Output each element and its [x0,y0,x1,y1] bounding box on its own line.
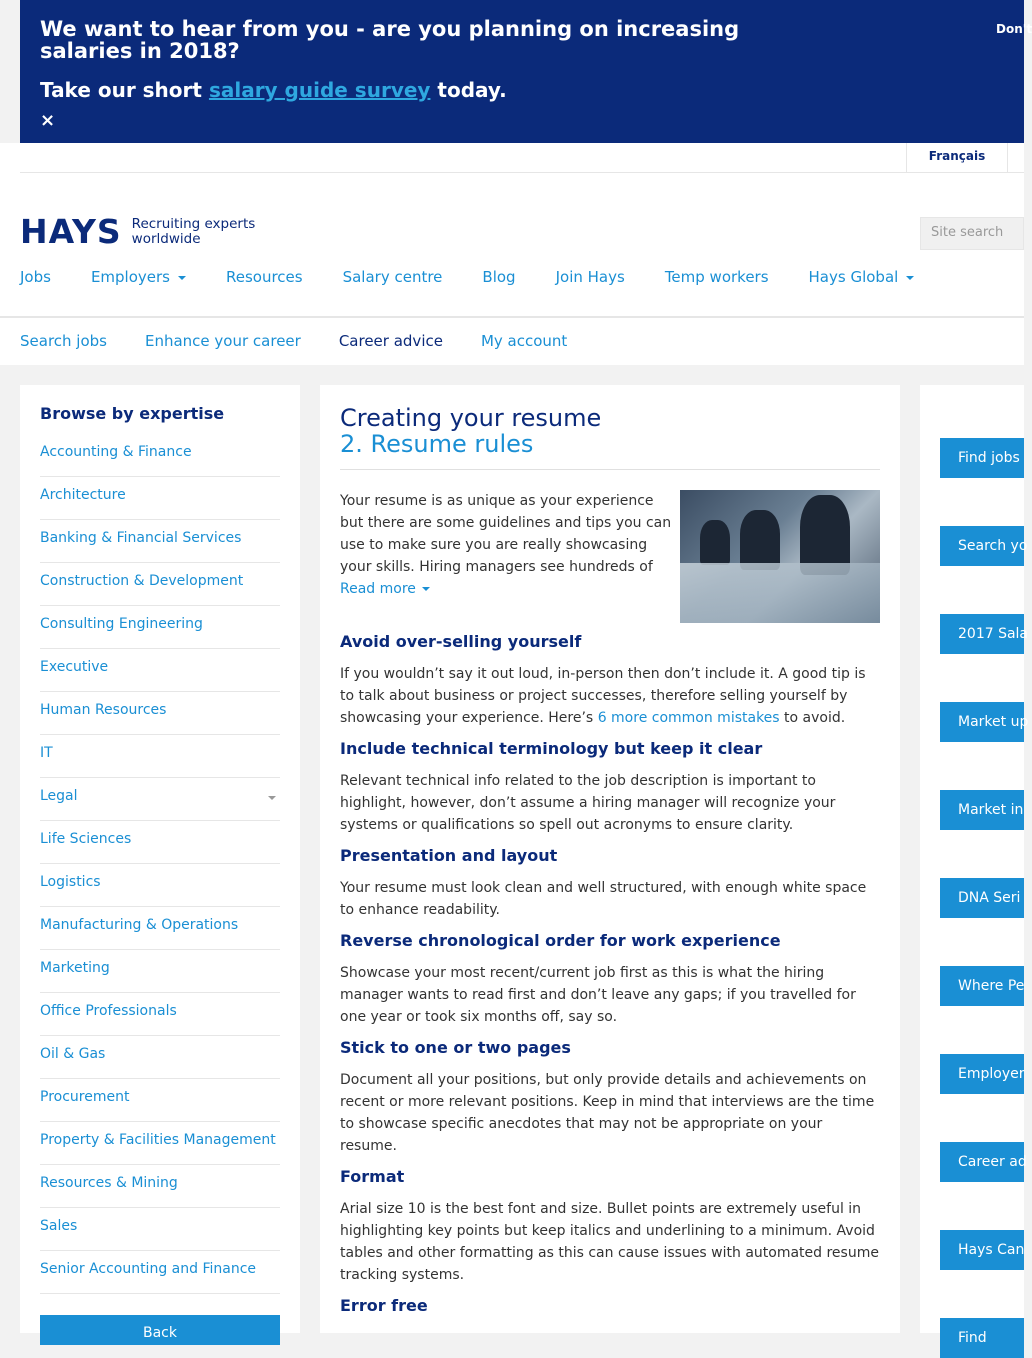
salary-survey-link[interactable]: salary guide survey [208,78,431,102]
article-sections [340,632,880,1316]
sidebar-item[interactable]: IT [40,735,280,778]
expertise-sidebar [20,385,300,1341]
sidebar-item-label: Legal [40,788,78,804]
right-link-button[interactable]: Employer [940,1054,1024,1094]
sidebar-item[interactable]: Property & Facilities Management [40,1122,280,1165]
section-body [340,1198,880,1286]
article-intro [340,490,880,622]
nav-temp-workers[interactable]: Temp workers [664,268,769,286]
section-heading: Include technical terminology but keep it clear [340,739,763,758]
common-mistakes-link[interactable]: 6 more common mistakes [597,710,780,726]
banner-dont-link[interactable]: Don't [996,22,1032,36]
article [320,385,900,1333]
hays-logo[interactable] [20,212,256,251]
intro-text [340,490,680,600]
sidebar-item[interactable]: Banking & Financial Services [40,520,280,563]
subnav-enhance-career[interactable]: Enhance your career [144,332,301,350]
title-divider [340,469,880,470]
photo-figure [740,510,780,570]
logo-tagline [132,217,256,247]
right-links [920,385,1029,1346]
banner-cta-text: Take our short [40,78,209,102]
section-body [340,877,880,921]
section-heading: Presentation and layout [340,846,558,865]
section-text: If you wouldn’t say it out loud, in-person then don’t include it. A good tip is to talk about business or project successes, therefore selling yourself by showcasing your experience. Here’s [340,666,866,726]
section-heading: Error free [340,1296,428,1315]
section-text: Document all your positions, but only provide details and achievements on recent or more relevant positions. Keep in mind that interviews are the time to showcase specific anecdotes that may not be appropriate on your resume. [340,1072,875,1154]
sidebar-item[interactable]: Procurement [40,1079,280,1122]
sidebar-item[interactable]: Office Professionals [40,993,280,1036]
sidebar-item[interactable]: Resources & Mining [40,1165,280,1208]
nav-join-hays[interactable]: Join Hays [555,268,625,286]
survey-banner [20,0,1032,143]
section-text: Relevant technical info related to the job description is important to highlight, however, don’t assume a hiring manager will recognize your systems or qualifications so spell out acronyms to ensure clarity. [340,773,836,833]
read-more-label: Read more [340,581,416,597]
right-link-button[interactable]: Search yo [940,526,1024,566]
page-title: Creating your resume [340,404,602,432]
section-heading: Format [340,1167,405,1186]
right-link-button[interactable]: Find jobs [940,438,1024,478]
photo-table [680,563,880,623]
section-text-end: to avoid. [779,710,846,726]
main-nav [20,268,954,286]
sidebar-item[interactable]: Manufacturing & Operations [40,907,280,950]
right-link-button[interactable]: Where Pe [940,966,1024,1006]
nav-employers[interactable] [91,268,186,286]
sidebar-item[interactable]: Marketing [40,950,280,993]
section-body [340,1069,880,1157]
sidebar-item[interactable]: Oil & Gas [40,1036,280,1079]
chevron-down-icon [178,276,186,280]
banner-cta-text-end: today. [430,78,507,102]
logo-tagline-2: worldwide [131,231,201,247]
nav-blog[interactable]: Blog [482,268,516,286]
nav-resources[interactable]: Resources [225,268,303,286]
subnav-career-advice[interactable]: Career advice [338,332,443,350]
utility-divider [20,172,1024,173]
logo-mark: HAYS [20,212,122,251]
sidebar-item[interactable]: Sales [40,1208,280,1251]
nav-salary-centre[interactable]: Salary centre [342,268,443,286]
sidebar-item[interactable]: Life Sciences [40,821,280,864]
sidebar-item[interactable]: Logistics [40,864,280,907]
sidebar-item[interactable]: Senior Accounting and Finance [40,1251,280,1294]
intro-paragraph: Your resume is as unique as your experience but there are some guidelines and tips you can use to make sure you are really showcasing your skills. Hiring managers see hundreds of [340,493,672,575]
chevron-down-icon[interactable] [268,796,276,800]
page-subtitle: 2. Resume rules [340,430,534,458]
banner-question: We want to hear from you - are you planning on increasing salaries in 2018? [40,17,740,63]
photo-figure [700,520,730,565]
read-more-link[interactable] [340,578,680,600]
right-link-button[interactable]: Market in [940,790,1024,830]
section-heading: Reverse chronological order for work experience [340,931,781,950]
right-link-button[interactable]: 2017 Sala [940,614,1024,654]
right-link-button[interactable]: Market up [940,702,1024,742]
sidebar-item[interactable]: Executive [40,649,280,692]
section-body [340,962,880,1028]
nav-employers-label: Employers [90,268,170,286]
subnav-search-jobs[interactable]: Search jobs [20,332,107,350]
sidebar-item[interactable]: Construction & Development [40,563,280,606]
sub-nav [20,332,605,350]
banner-cta [40,78,507,102]
sidebar-item[interactable]: Human Resources [40,692,280,735]
nav-hays-global[interactable] [809,268,915,286]
sidebar-item[interactable]: Architecture [40,477,280,520]
back-button[interactable]: Back [40,1315,280,1345]
section-text: Showcase your most recent/current job first as this is what the hiring manager wants to read first and don’t leave any gaps; if you travelled for one year or took six months off, say so. [340,965,856,1025]
section-text: Your resume must look clean and well structured, with enough white space to enhance readability. [340,880,867,918]
sidebar-item[interactable]: Consulting Engineering [40,606,280,649]
nav-divider [0,316,1024,318]
sidebar-list [40,434,280,1294]
language-link[interactable]: Français [906,143,1008,172]
chevron-down-icon [422,587,430,591]
right-link-button[interactable]: Find [940,1318,1024,1358]
chevron-down-icon [906,276,914,280]
sidebar-title: Browse by expertise [40,404,225,423]
right-link-button[interactable]: Hays Can [940,1230,1024,1270]
right-link-button[interactable]: DNA Seri [940,878,1024,918]
right-link-button[interactable]: Career ad [940,1142,1024,1182]
meeting-photo [680,490,880,623]
nav-jobs[interactable]: Jobs [20,268,51,286]
logo-tagline-1: Recruiting experts [131,216,256,232]
section-body [340,770,880,836]
close-icon[interactable]: × [40,110,56,131]
nav-hays-global-label: Hays Global [808,268,899,286]
sidebar-item[interactable] [40,778,280,821]
section-heading: Stick to one or two pages [340,1038,571,1057]
section-body [340,663,880,729]
sidebar-item[interactable]: Accounting & Finance [40,434,280,477]
subnav-my-account[interactable]: My account [480,332,568,350]
section-text: Arial size 10 is the best font and size. Bullet points are extremely useful in highlighting key points but keep italics and underlining to a minimum. Avoid tables and other formatting as this can cause issues with automated resume tracking systems. [340,1201,879,1283]
search-input[interactable]: Site search [920,217,1024,250]
section-heading: Avoid over-selling yourself [340,632,582,651]
